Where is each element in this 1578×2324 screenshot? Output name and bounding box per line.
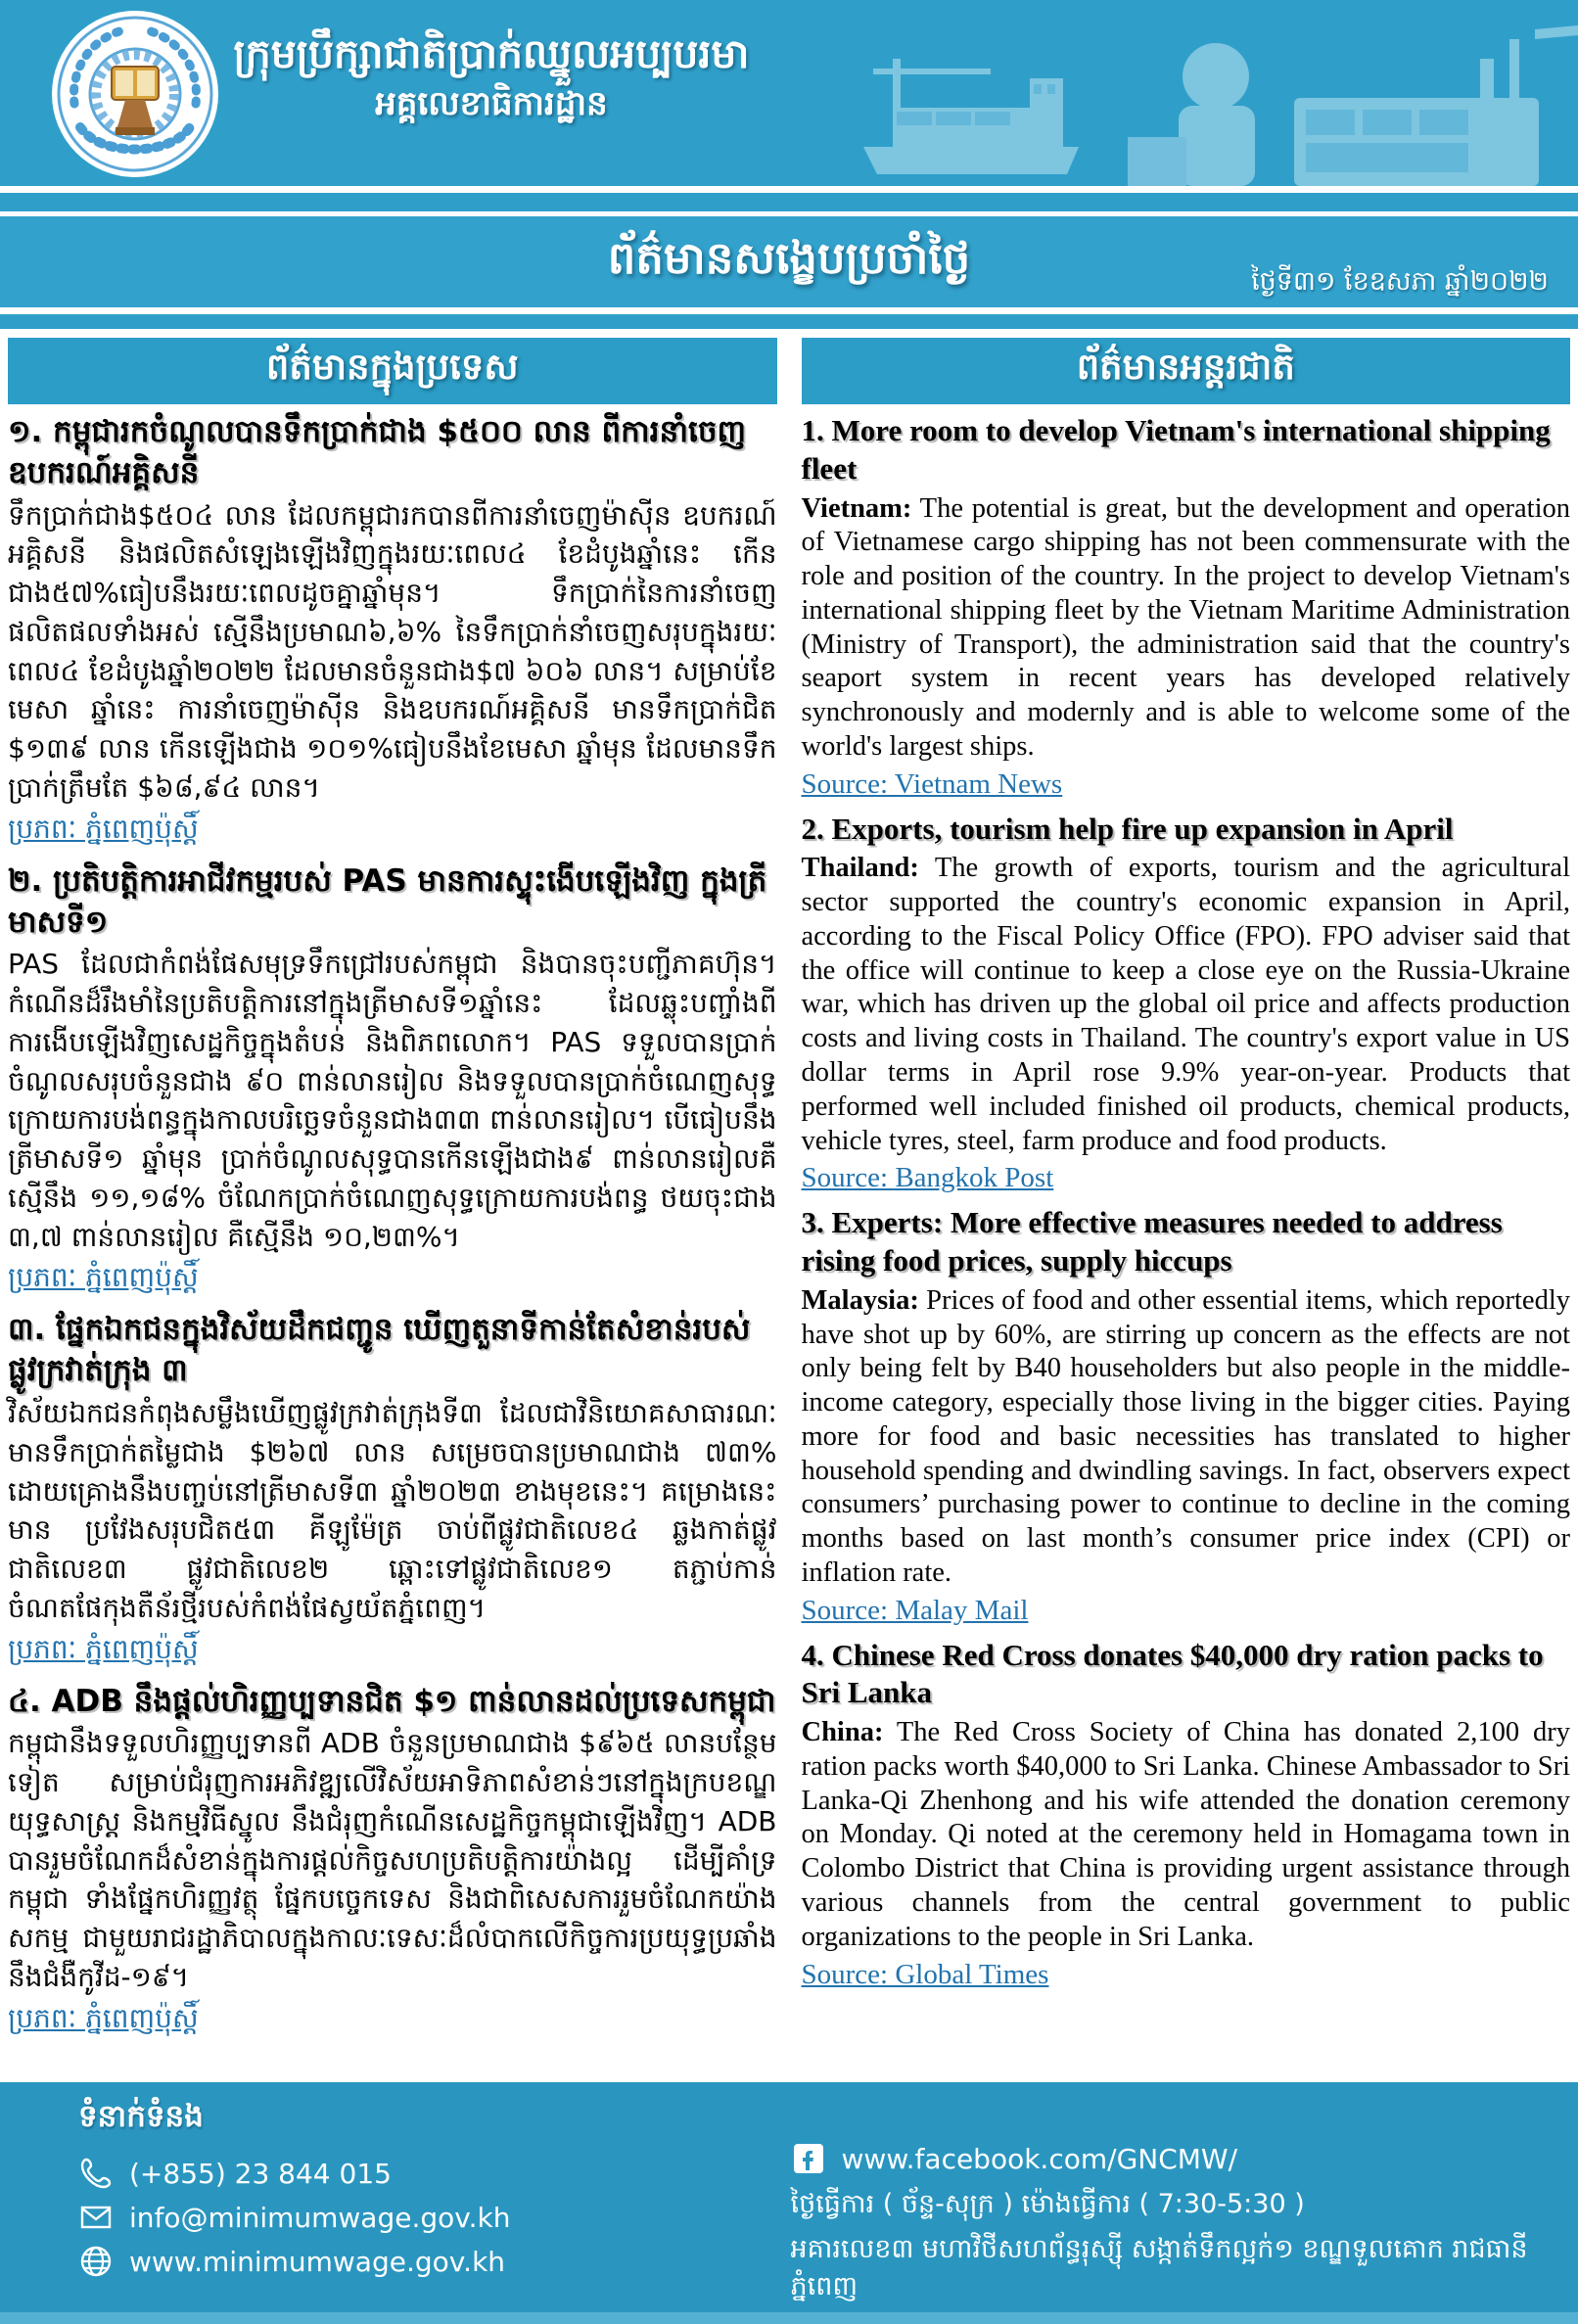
office-address: អគារលេខ៣ មហាវិថីសហព័ន្ធរុស្ស៊ី សង្កាត់ទឹកល្អក់១ ខណ្ឌទួលគោក រាជធានីភ្នំពេញ xyxy=(790,2233,1528,2301)
facebook-url[interactable]: www.facebook.com/GNCMW/ xyxy=(841,2142,1238,2175)
international-article-1 xyxy=(802,412,1571,801)
international-news-column xyxy=(802,338,1571,2001)
facebook-icon xyxy=(791,2141,826,2176)
contact-heading: ទំនាក់ទំនង xyxy=(78,2099,204,2134)
country-lead: Thailand: xyxy=(801,853,919,884)
footer xyxy=(0,2082,1578,2324)
article-title: ៤. ADB នឹងផ្តល់ហិរញ្ញប្បទានជិត $១ ពាន់លានដល់ប្រទេសកម្ពុជា xyxy=(8,1683,776,1719)
article-title: 4. Chinese Red Cross donates $40,000 dry ration packs to Sri Lanka xyxy=(801,1637,1544,1710)
article-body xyxy=(802,492,1571,765)
domestic-column-title: ព័ត៌មានក្នុងប្រទេស xyxy=(265,346,519,388)
divider-strip xyxy=(0,307,1578,314)
article-body: PAS ដែលជាកំពង់ផែសមុទ្រទឹកជ្រៅរបស់កម្ពុជា និងបានចុះបញ្ជីភាគហ៊ុន។ កំណើនដ៏រឹងមាំនៃប្រតិបត្តិការនៅក្នុងត្រីមាសទី១ឆ្នាំនេះ ដែលឆ្លុះបញ្ចាំងពីការងើបឡើងវិញសេដ្ឋកិច្ចក្នុងតំបន់ និងពិភពលោក។ PAS ទទួលបានប្រាក់ចំណូលសរុបចំនួនជាង ៩០ ពាន់លានរៀល និងទទួលបានប្រាក់ចំណេញសុទ្ធក្រោយការបង់ពន្ធក្នុងកាលបរិច្ឆេទចំនួនជាង៣៣ ពាន់លានរៀល។ បើធៀបនឹងត្រីមាសទី១ ឆ្នាំមុន ប្រាក់ចំណូលសុទ្ធបានកើនឡើងជាង៩ ពាន់លានរៀលគឺស្មើនឹង ១១,១៨% ចំណែកប្រាក់ចំណេញសុទ្ធក្រោយការបង់ពន្ធ ថយចុះជាង ៣,៧ ពាន់លានរៀល គឺស្មើនឹង ១០,២៣%។ xyxy=(8,948,777,1253)
article-body xyxy=(802,852,1571,1158)
international-article-2 xyxy=(802,811,1571,1195)
contact-block xyxy=(0,2082,726,2312)
email-icon xyxy=(78,2200,114,2235)
port-ship-watermark xyxy=(834,0,1578,186)
domestic-article-2 xyxy=(8,861,777,1301)
phone-icon xyxy=(78,2156,114,2191)
article-text: The growth of exports, tourism and the agricultural sector supported the country's economic expansion in April, according to the Fiscal Policy Office (FPO). FPO adviser said that the office will continue to keep a close eye on the Russia-Ukraine war, which has driven up the global oil price and affects production costs and living costs in Thailand. The country's export value in US dollar terms in April rose 9.9% year-on-year. Products that performed well included finished oil products, chemical products, vehicle tyres, steel, farm produce and food products. xyxy=(801,853,1570,1156)
article-title: ១. កម្ពុជារកចំណូលបានទឹកប្រាក់ជាង $៥០០ លាន ពីការនាំចេញឧបករណ៍អគ្គិសនី xyxy=(8,414,747,490)
facebook-row xyxy=(791,2141,1549,2176)
international-column-header xyxy=(802,338,1571,404)
divider-strip xyxy=(0,314,1578,329)
source-link[interactable]: ប្រភពៈ ភ្នំពេញប៉ុស្ដិ៍ xyxy=(8,1261,199,1294)
domestic-news-column xyxy=(8,338,777,2051)
page-title: ព័ត៌មានសង្ខេបប្រចាំថ្ងៃ xyxy=(607,231,971,284)
divider-strip xyxy=(0,193,1578,211)
working-hours: ថ្ងៃធ្វើការ ( ច័ន្ទ-សុក្រ ) ម៉ោងធ្វើការ ( 7:30-5:30 ) xyxy=(790,2189,1305,2219)
domestic-column-header xyxy=(8,338,777,404)
domestic-article-4 xyxy=(8,1682,777,2041)
email-row xyxy=(78,2200,726,2235)
phone-row xyxy=(78,2156,726,2191)
footer-bottom-strip xyxy=(0,2312,1578,2324)
source-link[interactable]: ប្រភពៈ ភ្នំពេញប៉ុស្ដិ៍ xyxy=(8,2001,199,2034)
article-text: Prices of food and other essential items, which reportedly have shot up by 60%, are stirring up concern as the effects are not only being felt by B40 householders but also people in the middle-income category, especially those living in the bigger cities. Paying more for food and basic necessities has translated to higher household spending and dwindling savings. In fact, observers expect consumers’ purchasing power to continue to decline in the coming months based on last month’s consumer price index (CPI) or inflation rate. xyxy=(801,1284,1570,1588)
article-body: ទឹកប្រាក់ជាង$៥០៤ លាន ដែលកម្ពុជារកបានពីការនាំចេញម៉ាស៊ីន ឧបករណ៍អគ្គិសនី និងផលិតសំឡេងឡើងវិញក្នុងរយៈពេល៤ ខែដំបូងឆ្នាំនេះ កើនជាង៥៧%ធៀបនឹងរយៈពេលដូចគ្នាឆ្នាំមុន។ ទឹកប្រាក់នៃការនាំចេញផលិតផលទាំងអស់ ស្មើនឹងប្រមាណ៦,៦% នៃទឹកប្រាក់នាំចេញសរុបក្នុងរយៈពេល៤ ខែដំបូងឆ្នាំ២០២២ ដែលមានចំនួនជាង$៧ ៦០៦ លាន។ សម្រាប់ខែមេសា ឆ្នាំនេះ ការនាំចេញម៉ាស៊ីន និងឧបករណ៍អគ្គិសនី មានទឹកប្រាក់ជិត $១៣៩ លាន កើនឡើងជាង ១០១%ធៀបនឹងខែមេសា ឆ្នាំមុន ដែលមានទឹកប្រាក់ត្រឹមតែ $៦៨,៩៤ លាន។ xyxy=(8,498,777,804)
email-address[interactable]: info@minimumwage.gov.kh xyxy=(129,2201,511,2234)
news-columns xyxy=(0,338,1578,2082)
source-link[interactable]: Source: Vietnam News xyxy=(801,767,1063,800)
divider-strip xyxy=(0,329,1578,338)
divider-strip xyxy=(0,186,1578,193)
domestic-article-1 xyxy=(8,412,777,852)
international-article-3 xyxy=(802,1204,1571,1626)
issue-date: ថ្ងៃទី៣១ ខែឧសភា ឆ្នាំ២០២២ xyxy=(1251,266,1549,297)
source-link[interactable]: Source: Malay Mail xyxy=(801,1594,1029,1626)
globe-icon xyxy=(78,2244,114,2279)
info-block xyxy=(726,2082,1578,2312)
masthead xyxy=(0,0,1578,186)
international-article-4 xyxy=(802,1637,1571,1991)
country-lead: Malaysia: xyxy=(801,1284,919,1316)
article-body: កម្ពុជានឹងទទួលហិរញ្ញប្បទានពី ADB ចំនួនប្រមាណជាង $៩៦៥ លានបន្ថែមទៀត សម្រាប់ជំរុញការអភិវឌ្ឍលើវិស័យអាទិភាពសំខាន់ៗនៅក្នុងក្របខណ្ឌយុទ្ធសាស្ត្រ និងកម្មវិធីស្នូល នឹងជំរុញកំណើនសេដ្ឋកិច្ចកម្ពុជាឡើងវិញ។ ADB បានរួមចំណែកដ៏សំខាន់ក្នុងការផ្តល់កិច្ចសហប្រតិបត្តិការយ៉ាងល្អ ដើម្បីគាំទ្រកម្ពុជា ទាំងផ្នែកហិរញ្ញវត្ថុ ផ្នែកបច្ចេកទេស និងជាពិសេសការរួមចំណែកយ៉ាងសកម្ម ជាមួយរាជរដ្ឋាភិបាលក្នុងកាលៈទេសៈដ៏លំបាកលើកិច្ចការប្រយុទ្ធប្រឆាំងនឹងជំងឺកូវីដ-១៩។ xyxy=(8,1727,777,1993)
org-logo xyxy=(51,10,219,178)
article-text: The potential is great, but the development and operation of Vietnamese cargo shipping has not been commensurate with the role and position of the country. In the project to develop Vietnam's international shipping fleet by the Vietnam Maritime Administration (Ministry of Transport), the administration said that the country's seaport system in recent years has developed relatively synchronously and modernly and is able to welcome some of the world's largest ships. xyxy=(801,492,1570,762)
article-title: 2. Exports, tourism help fire up expansion in April xyxy=(801,811,1454,846)
article-body xyxy=(802,1716,1571,1954)
article-title: 3. Experts: More effective measures needed to address rising food prices, supply hiccups xyxy=(801,1205,1503,1278)
org-names xyxy=(217,27,766,128)
country-lead: China: xyxy=(801,1717,884,1748)
source-link[interactable]: ប្រភពៈ ភ្នំពេញប៉ុស្ដិ៍ xyxy=(8,812,199,845)
banner xyxy=(0,216,1578,307)
org-name-line2: អគ្គលេខាធិការដ្ឋាន xyxy=(375,84,608,124)
phone-number: (+855) 23 844 015 xyxy=(129,2157,392,2190)
article-title: ២. ប្រតិបត្តិការអាជីវកម្មរបស់ PAS មានការស្ទុះងើបឡើងវិញ ក្នុងត្រីមាសទី១ xyxy=(8,862,767,940)
article-body xyxy=(802,1284,1571,1591)
country-lead: Vietnam: xyxy=(801,492,912,524)
international-column-title: ព័ត៌មានអន្តរជាតិ xyxy=(1076,346,1295,388)
org-name-line1: ក្រុមប្រឹក្សាជាតិប្រាក់ឈ្នួលអប្បបរមា xyxy=(233,30,750,77)
source-link[interactable]: Source: Bangkok Post xyxy=(801,1162,1054,1194)
article-title: 1. More room to develop Vietnam's international shipping fleet xyxy=(801,413,1551,486)
source-link[interactable]: Source: Global Times xyxy=(801,1958,1049,1990)
source-link[interactable]: ប្រភពៈ ភ្នំពេញប៉ុស្ដិ៍ xyxy=(8,1632,199,1665)
article-body: វិស័យឯកជនកំពុងសម្លឹងឃើញផ្លូវក្រវាត់ក្រុងទី៣ ដែលជាវិនិយោគសាធារណៈមានទឹកប្រាក់តម្លៃជាង $២៦៧ លាន សម្រេចបានប្រមាណជាង ៧៣% ដោយគ្រោងនឹងបញ្ចប់នៅត្រីមាសទី៣ ឆ្នាំ២០២៣ ខាងមុខនេះ។ គម្រោងនេះមាន ប្រវែងសរុបជិត៥៣ គីឡូម៉ែត្រ ចាប់ពីផ្លូវជាតិលេខ៤ ឆ្លងកាត់ផ្លូវជាតិលេខ៣ ផ្លូវជាតិលេខ២ ឆ្ពោះទៅផ្លូវជាតិលេខ១ តភ្ជាប់កាន់ចំណតផែកុងតឺន័រថ្មីរបស់កំពង់ផែស្វយ័តភ្នំពេញ។ xyxy=(8,1397,777,1624)
website-row xyxy=(78,2244,726,2279)
article-text: The Red Cross Society of China has donated 2,100 dry ration packs worth $40,000 to Sri Lanka. Chinese Ambassador to Sri Lanka-Qi Zhenhong and his wife attended the donation ceremony on Monday. Qi noted at the ceremony held in Homagama town in Colombo District that China is providing urgent assistance through various channels from the central government to public organizations to the people in Sri Lanka. xyxy=(801,1717,1570,1952)
domestic-article-3 xyxy=(8,1310,777,1671)
website-url[interactable]: www.minimumwage.gov.kh xyxy=(129,2245,506,2278)
article-title: ៣. ផ្នែកឯកជនក្នុងវិស័យដឹកជញ្ជូន ឃើញតួនាទីកាន់តែសំខាន់របស់ផ្លូវក្រវាត់ក្រុង ៣ xyxy=(8,1312,751,1389)
